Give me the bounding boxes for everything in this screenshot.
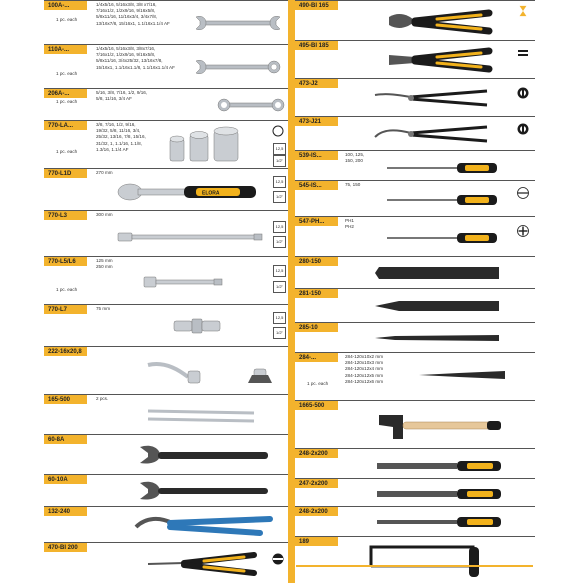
drive-inch-badge: 1/2" [273,155,286,167]
internal-circlip-icon [517,87,529,99]
combination-pliers-icon [385,45,495,75]
item-sizes: 284-120x10x2 mm 284-120x10x3 mm 284-120x12x4 mm 284-120x12x5 mm 284-120x12x6 mm [345,354,384,384]
item-code: 490-BI 165 [295,1,338,10]
adjustable-wrench-icon [134,479,274,503]
circlip-pliers-bent-icon [371,121,491,147]
item-quantity: 1 pc. each [56,149,78,154]
list-item [295,116,535,150]
cutter-symbol-icon [517,5,529,17]
tire-lever-icon [144,405,264,427]
item-sizes: 2 pcs. [96,396,109,401]
combination-wrench-icon [194,55,282,79]
cross-cut-chisel-icon [375,297,505,315]
list-item [44,394,288,434]
ring-wrench-icon [216,95,286,115]
item-sizes: 270 mm [96,170,113,175]
item-code: 280-150 [295,257,338,266]
item-code: 547-PH... [295,217,338,226]
column-divider [288,0,295,583]
drive-size-badge: 12,5 [273,221,286,233]
hacksaw-icon [365,541,495,581]
list-item [295,40,535,78]
drive-inch-badge: 1/2" [273,191,286,203]
list-item [44,346,288,394]
item-quantity: 1 pc. each [56,17,78,22]
socket-set-icon [164,125,264,167]
item-code: 248-2x200 [295,507,338,516]
hammer-icon [375,407,505,445]
item-quantity: 1 pc. each [56,287,78,292]
page-margin-right [536,0,583,583]
list-item [44,88,288,120]
list-item [295,352,535,400]
item-code: 495-BI 185 [295,41,338,50]
circlip-pliers-icon [371,85,491,111]
flat-chisel-icon [375,265,505,281]
item-sizes: 125 mm 250 mm [96,258,113,270]
file-icon [375,459,505,473]
drive-inch-badge: 1/2" [273,236,286,248]
list-item [295,322,535,352]
item-code: 1665-500 [295,401,338,410]
item-code: 470-BI 200 [44,543,87,552]
item-code: 473-J21 [295,117,338,126]
list-item [295,536,535,583]
extension-short-icon [140,273,230,293]
diagonal-cutter-icon [385,7,495,37]
phillips-screw-icon [517,225,529,237]
accent-bar [296,565,533,567]
phillips-screwdriver-icon [385,231,505,245]
list-item [295,0,535,40]
item-code: 132-240 [44,507,87,516]
list-item [295,150,535,180]
list-item [44,0,288,44]
open-end-wrench-icon [194,9,284,37]
pin-punch-icon [375,331,505,345]
list-item [44,474,288,506]
item-sizes: 3/8, 7/16, 1/2, 9/16, 19/32, 5/8, 11/16, 3/4, 25/32, 13/16, 7/8, 15/16, 31/32, 1, 1.1/16, 1.1/8, 1.3/16, 1.1/4 AF [96,122,146,152]
slotted-screwdriver-icon [385,193,505,207]
center-punch-icon [419,367,509,383]
item-quantity: 1 pc. each [307,381,329,386]
list-item [295,478,535,506]
item-code: 770-L7 [44,305,87,314]
drive-size-badge: 12,5 [273,265,286,277]
item-code: 60-10A [44,475,87,484]
item-code: 206A-... [44,89,87,98]
hexagon-socket-icon [272,125,284,137]
brand-label: ELORA [202,190,220,197]
item-code: 545-IS... [295,181,338,190]
slotted-screw-icon [272,553,284,565]
list-item [295,180,535,216]
item-sizes: 100, 125, 150, 200 [345,152,365,164]
list-item [44,542,288,583]
item-code: 539-IS... [295,151,338,160]
universal-joint-icon [170,315,230,337]
list-item [295,78,535,116]
item-sizes: 75 mm [96,306,111,311]
item-code: 770-L5/L6 [44,257,87,266]
round-file-icon [375,515,505,529]
drive-inch-badge: 1/2" [273,281,286,293]
list-item [44,256,288,304]
list-item [295,216,535,256]
list-item [295,256,535,288]
page-margin-left [0,0,44,583]
list-item [44,304,288,346]
list-item [44,434,288,474]
list-item [44,120,288,168]
drive-size-badge: 12,5 [273,176,286,188]
item-quantity: 1 pc. each [56,99,78,104]
item-code: 189 [295,537,338,546]
list-item [295,400,535,448]
internal-circlip-icon [517,123,529,135]
list-item [295,506,535,536]
item-sizes: 300 mm [96,212,113,217]
slotted-screw-icon [517,187,529,199]
item-sizes: 1/4x5/16, 5/16x3/8, 3/8x7/16, 7/16x1/2, 1/2x9/16, 9/16x5/8, 5/8x11/16, 3/4x25/32, 13/16x7/8, 15/16x1, 1.1/16x1.1/8, 1.1/16x1.1/4 AF [96,46,175,70]
list-item [295,288,535,322]
item-sizes: 75, 150 [345,182,361,187]
item-code: 770-L1D [44,169,87,178]
flat-jaw-symbol-icon [517,47,529,59]
item-sizes: 5/16, 3/8, 7/16, 1/2, 9/16, 5/8, 11/16, 3/4 AF [96,90,148,102]
list-item [44,506,288,542]
needle-nose-pliers-icon [144,549,264,579]
extension-bar-icon [116,229,266,245]
list-item [44,44,288,88]
item-code: 60-8A [44,435,87,444]
list-item [295,448,535,478]
list-item [44,210,288,256]
item-code: 247-2x200 [295,479,338,488]
drive-size-badge: 12,5 [273,312,286,324]
item-code: 284-... [295,353,338,362]
item-sizes: 1/4x5/16, 5/16x3/8, 3/8 x7/16, 7/16x1/2, 1/2x9/16, 9/16x5/8, 5/8x11/16, 11/16x3/4, 3/4x7/8, 13/16x7/8, 15/16x1, 1.1/16x1.1/4 AF [96,2,170,26]
item-code: 100A-... [44,1,87,10]
adjustable-wrench-icon [134,441,274,469]
ratchet-icon [114,179,264,205]
drive-inch-badge: 1/2" [273,327,286,339]
slotted-screwdriver-icon [385,161,505,175]
item-code: 473-J2 [295,79,338,88]
item-code: 770-LA... [44,121,87,130]
water-pump-pliers-icon [130,511,280,539]
item-code: 165-500 [44,395,87,404]
item-code: 281-150 [295,289,338,298]
drive-size-badge: 12,5 [273,143,286,155]
item-code: 770-L3 [44,211,87,220]
item-sizes: PH1 PH2 [345,218,354,230]
item-code: 248-2x200 [295,449,338,458]
item-code: 222-16x20,8 [44,347,87,356]
item-code: 285-10 [295,323,338,332]
item-code: 110A-... [44,45,87,54]
spark-plug-wrench-icon [144,359,284,385]
list-item [44,168,288,210]
file-icon [375,487,505,501]
item-quantity: 1 pc. each [56,71,78,76]
